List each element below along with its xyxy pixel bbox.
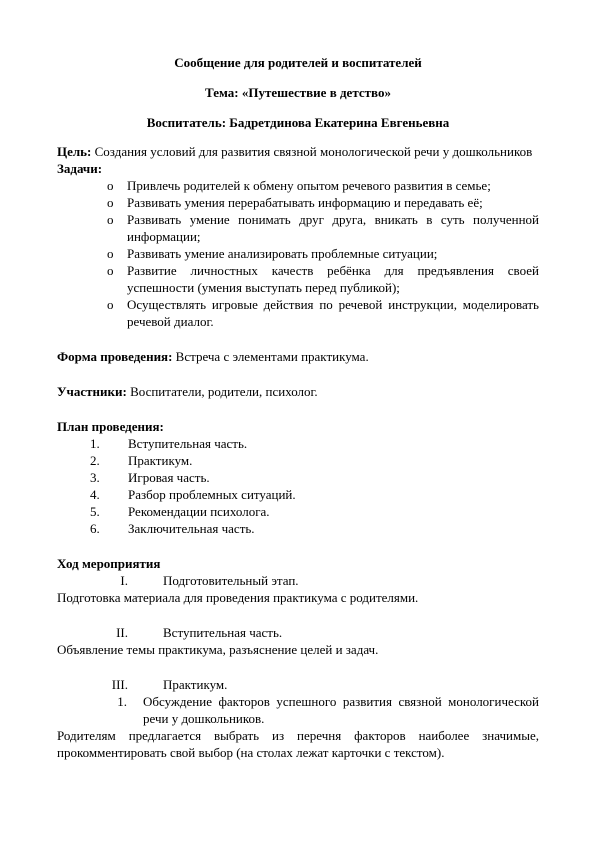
bullet-icon: o <box>107 195 114 210</box>
form-label: Форма проведения: <box>57 349 173 364</box>
document-title: Сообщение для родителей и воспитателей <box>174 55 422 70</box>
form-text: Встреча с элементами практикума. <box>172 349 369 364</box>
tasks-list <box>57 177 539 330</box>
list-item: o Привлечь родителей к обмену опытом речевого развития в семье; <box>107 178 491 193</box>
goal-text: Создания условий для развития связной монологической речи у дошкольников <box>91 144 533 159</box>
list-item: o Осуществлять игровые действия по речевой инструкции, моделировать речевой диалог. <box>107 297 539 329</box>
participants-text: Воспитатели, родители, психолог. <box>126 384 318 399</box>
plan-label: План проведения: <box>57 419 164 434</box>
theme-heading: Тема: «Путешествие в детство» <box>205 85 391 100</box>
participants-label: Участники: <box>57 384 127 399</box>
list-item: 6. Заключительная часть. <box>90 521 255 536</box>
participants-paragraph <box>57 383 539 400</box>
teacher-heading: Воспитатель: Бадретдинова Екатерина Евгеньевна <box>146 115 450 130</box>
course-label: Ход мероприятия <box>57 556 161 571</box>
stage-heading: I. Подготовительный этап. <box>120 573 299 588</box>
bullet-icon: o <box>107 246 114 261</box>
stage-heading: II. Вступительная часть. <box>116 625 283 640</box>
list-item: 4. Разбор проблемных ситуаций. <box>90 487 296 502</box>
list-item: 2. Практикум. <box>90 453 193 468</box>
bullet-icon: o <box>107 297 114 312</box>
stage-text: Родителям предлагается выбрать из перечня факторов наиболее значимые, прокомментировать свой выбор (на столах лежат карточки с текстом). <box>57 728 539 760</box>
bullet-icon: o <box>107 178 114 193</box>
list-item: o Развивать умение анализировать проблемные ситуации; <box>107 246 438 261</box>
bullet-icon: o <box>107 212 114 227</box>
bullet-icon: o <box>107 263 114 278</box>
goal-paragraph <box>57 143 539 160</box>
form-paragraph <box>57 348 539 365</box>
document-page <box>57 54 539 761</box>
list-item: o Развитие личностных качеств ребёнка для предъявления своей успешности (умения выступать перед публикой); <box>107 263 539 295</box>
list-item: 3. Игровая часть. <box>90 470 210 485</box>
list-item: o Развивать умения перерабатывать информацию и передавать её; <box>107 195 483 210</box>
stage-text: Объявление темы практикума, разъяснение целей и задач. <box>57 642 379 657</box>
stage-heading: III. Практикум. <box>111 677 228 692</box>
tasks-label: Задачи: <box>57 161 103 176</box>
plan-list <box>57 435 539 537</box>
stage-text: Подготовка материала для проведения практикума с родителями. <box>57 590 419 605</box>
goal-label: Цель: <box>57 144 92 159</box>
list-item: 1. Вступительная часть. <box>90 436 248 451</box>
list-item: 5. Рекомендации психолога. <box>90 504 270 519</box>
sub-item: 1. Обсуждение факторов успешного развития связной монологической речи у дошкольников. <box>117 694 539 726</box>
list-item: o Развивать умение понимать друг друга, вникать в суть полученной информации; <box>107 212 539 244</box>
